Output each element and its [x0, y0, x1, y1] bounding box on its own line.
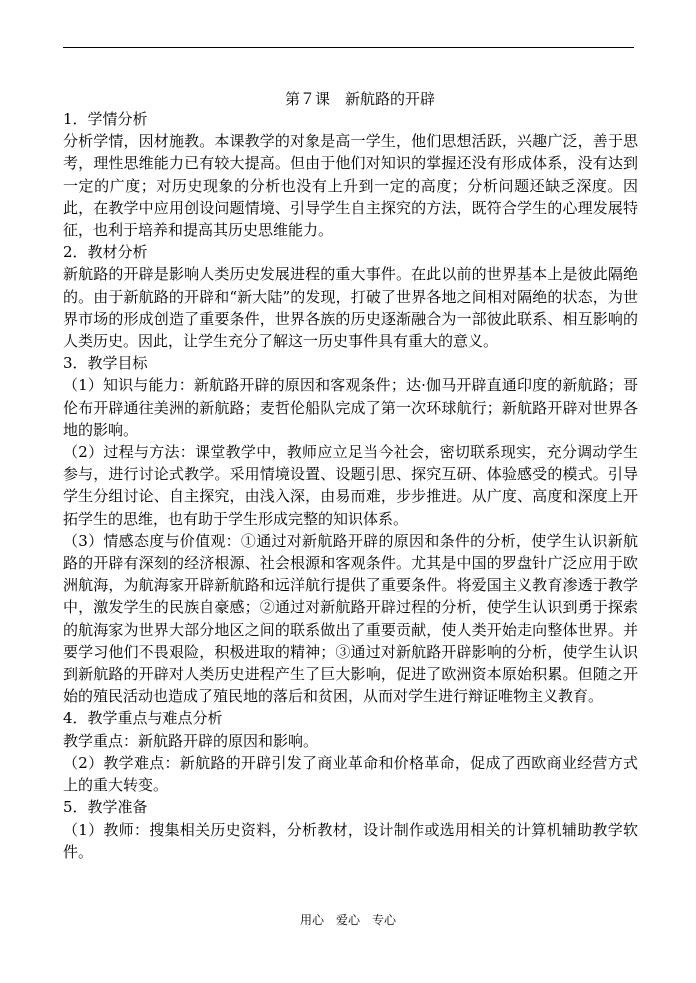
- section-heading-learner-analysis: 1．学情分析: [63, 110, 148, 128]
- paragraph-textbook-analysis: 新航路的开辟是影响人类历史发展进程的重大事件。在此以前的世界基本上是彼此隔绝的。由于新航路的开辟和“新大陆”的发现，打破了世界各地之间相对隔绝的状态，为世界市场的形成创造了重要条件，世界各族的历史逐渐融合为一部彼此联系、相互影响的人类历史。因此，让学生充分了解这一历史事件具有重大的意义。: [63, 265, 638, 351]
- paragraph-goal-knowledge: （1）知识与能力：新航路开辟的原因和客观条件；达·伽马开辟直通印度的新航路；哥伦布开辟通往美洲的新航路；麦哲伦船队完成了第一次环球航行；新航路开辟对世界各地的影响。: [63, 376, 638, 439]
- paragraph-learner-analysis: 分析学情，因材施教。本课教学的对象是高一学生，他们思想活跃，兴趣广泛，善于思考，理性思维能力已有较大提高。但由于他们对知识的掌握还没有形成体系，没有达到一定的广度；对历史现象的分析也没有上升到一定的高度；分析问题还缺乏深度。因此，在教学中应用创设问题情境、引导学生自主探究的方法，既符合学生的心理发展特征，也利于培养和提高其历史思维能力。: [63, 132, 638, 240]
- paragraph-goal-values: （3）情感态度与价值观：①通过对新航路开辟的原因和条件的分析，使学生认识新航路的开辟有深刻的经济根源、社会根源和客观条件。尤其是中国的罗盘针广泛应用于欧洲航海，为航海家开辟新航路和远洋航行提供了重要条件。将爱国主义教育渗透于教学中，激发学生的民族自豪感；②通过对新航路开辟过程的分析，使学生认识到勇于探索的航海家为世界大部分地区之间的联系做出了重要贡献，使人类开始走向整体世界。并要学习他们不畏艰险，积极进取的精神；③通过对新航路开辟影响的分析，使学生认识到新航路的开辟对人类历史进程产生了巨大影响，促进了欧洲资本原始积累。但随之开始的殖民活动也造成了殖民地的落后和贫困，从而对学生进行辩证唯物主义教育。: [63, 531, 638, 706]
- document-body: [63, 108, 638, 863]
- section-heading-textbook-analysis: 2．教材分析: [63, 243, 148, 262]
- section-heading-teaching-goals: 3．教学目标: [63, 354, 148, 373]
- paragraph-key-point: 教学重点：新航路开辟的原因和影响。: [63, 731, 319, 750]
- paragraph-difficult-point: （2）教学难点：新航路的开辟引发了商业革命和价格革命，促成了西欧商业经营方式上的重大转变。: [63, 753, 638, 795]
- header-rule: [63, 47, 634, 48]
- paragraph-preparation-teacher: （1）教师：搜集相关历史资料，分析教材，设计制作或选用相关的计算机辅助教学软件。: [63, 820, 638, 861]
- page-footer: 用心 爱心 专心: [299, 913, 396, 927]
- section-heading-preparation: 5．教学准备: [63, 798, 148, 817]
- section-heading-key-points: 4．教学重点与难点分析: [63, 709, 223, 728]
- paragraph-goal-process: （2）过程与方法：课堂教学中，教师应立足当今社会，密切联系现实，充分调动学生参与，进行讨论式教学。采用情境设置、设题引思、探究互研、体验感受的模式。引导学生分组讨论、自主探究，由浅入深，由易而难，步步推进。从广度、高度和深度上开拓学生的思维，也有助于学生形成完整的知识体系。: [63, 443, 638, 528]
- document-title: 第７课 新航路的开辟: [284, 90, 435, 108]
